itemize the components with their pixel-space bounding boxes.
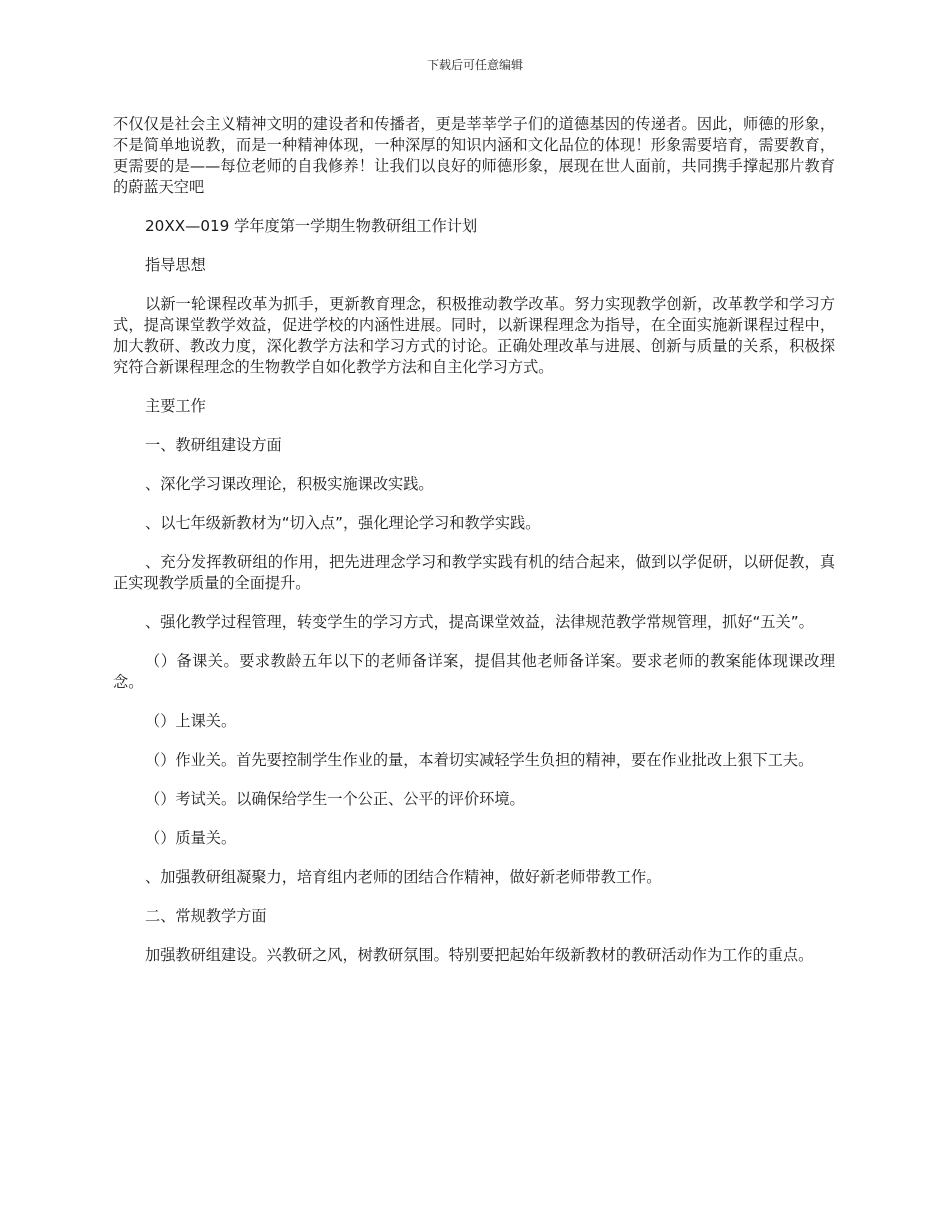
list-item: 、加强教研组凝聚力，培育组内老师的团结合作精神，做好新老师带教工作。: [145, 868, 662, 886]
document-body: [113, 114, 835, 984]
list-item: 、充分发挥教研组的作用，把先进理念学习和教学实践有机的结合起来，做到以学促研，以研促教，真正实现教学质量的全面提升。: [113, 553, 835, 592]
section-heading-main-work: 主要工作: [145, 397, 206, 415]
paragraph-intro: 不仅仅是社会主义精神文明的建设者和传播者，更是莘莘学子们的道德基因的传递者。因此，师德的形象，不是简单地说教，而是一种精神体现，一种深厚的知识内涵和文化品位的体现！形象需要培育，需要教育，更需要的是——每位老师的自我修养！让我们以良好的师德形象，展现在世人面前，共同携手撑起那片教育的蔚蓝天空吧: [113, 115, 835, 196]
section-heading-guiding-thought: 指导思想: [145, 256, 206, 274]
list-item: 、以七年级新教材为“切入点”，强化理论学习和教学实践。: [145, 514, 541, 532]
sub-list-item: （）上课关。: [145, 712, 237, 730]
plan-title: 20XX—019 学年度第一学期生物教研组工作计划: [145, 217, 478, 235]
list-item: 、强化教学过程管理，转变学生的学习方式，提高课堂效益，法律规范教学常规管理，抓好“五关”。: [145, 613, 814, 631]
sub-list-item: （）作业关。首先要控制学生作业的量，本着切实减轻学生负担的精神，要在作业批改上狠下工夫。: [145, 751, 814, 769]
paragraph-guiding-thought: 以新一轮课程改革为抓手，更新教育理念，积极推动教学改革。努力实现教学创新，改革教学和学习方式，提高课堂教学效益，促进学校的内涵性进展。同时，以新课程理念为指导，在全面实施新课程过程中，加大教研、教改力度，深化教学方法和学习方式的讨论。正确处理改革与进展、创新与质量的关系，积极探究符合新课程理念的生物教学自如化教学方法和自主化学习方式。: [113, 295, 835, 376]
sub-list-item: （）备课关。要求教龄五年以下的老师备详案，提倡其他老师备详案。要求老师的教案能体现课改理念。: [113, 652, 835, 691]
sub-list-item: （）质量关。: [145, 829, 237, 847]
section-heading-team-building: 一、教研组建设方面: [145, 436, 282, 454]
paragraph-routine-teaching: 加强教研组建设。兴教研之风，树教研氛围。特别要把起始年级新教材的教研活动作为工作的重点。: [145, 946, 814, 964]
page-header: 下载后可任意编辑: [426, 58, 523, 72]
sub-list-item: （）考试关。以确保给学生一个公正、公平的评价环境。: [145, 790, 525, 808]
section-heading-routine-teaching: 二、常规教学方面: [145, 907, 267, 925]
list-item: 、深化学习课改理论，积极实施课改实践。: [145, 475, 434, 493]
